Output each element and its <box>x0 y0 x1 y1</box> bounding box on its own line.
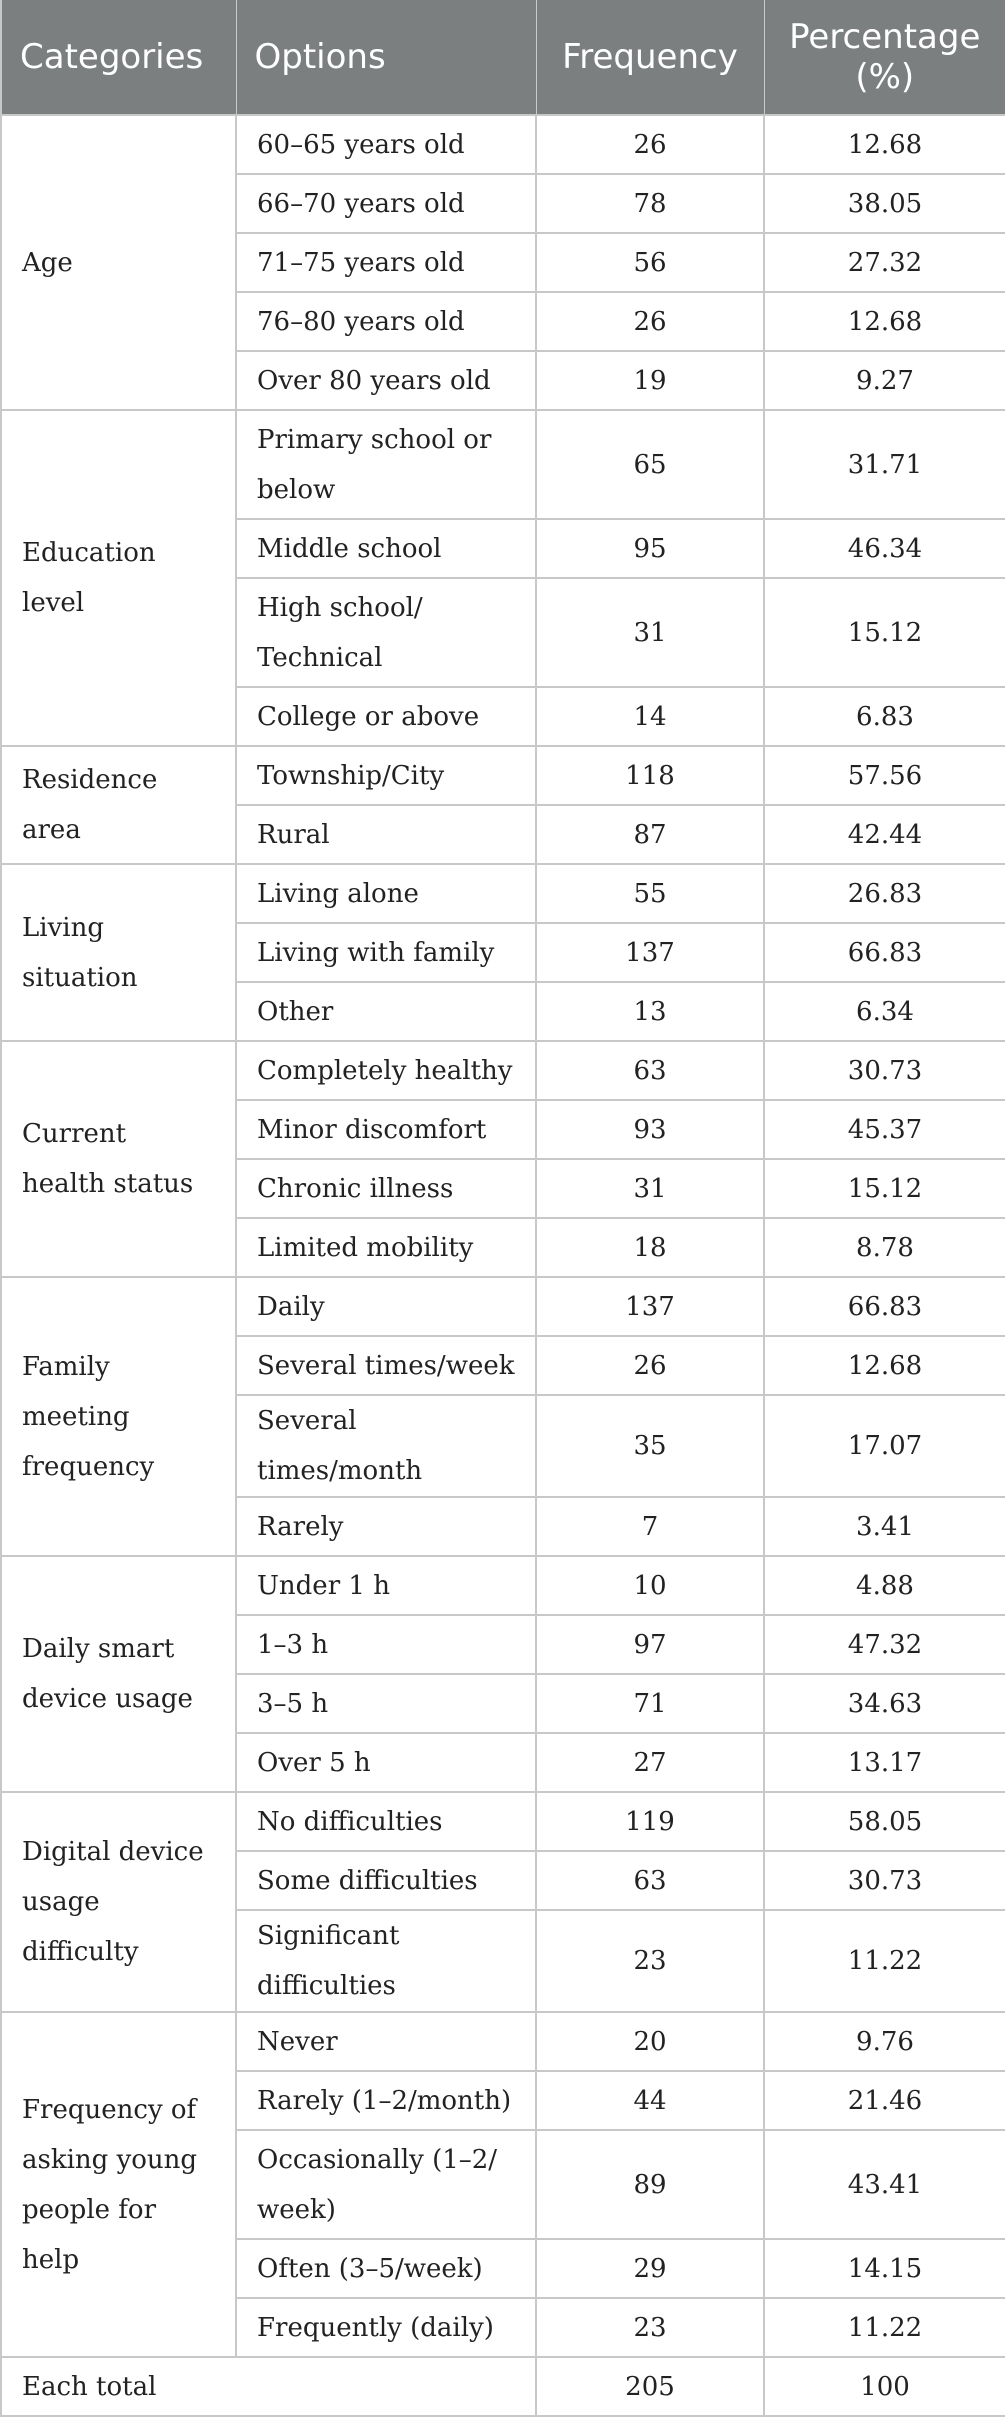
category-cell: Daily smart device usage <box>1 1556 236 1792</box>
option-cell: Chronic illness <box>236 1159 536 1218</box>
option-cell: Several times/week <box>236 1336 536 1395</box>
table-footer <box>1 2357 1005 2416</box>
percentage-cell: 15.12 <box>764 578 1005 687</box>
table-header <box>1 0 1005 115</box>
option-cell: Rarely (1–2/month) <box>236 2071 536 2130</box>
frequency-cell: 35 <box>536 1395 764 1497</box>
option-cell: Minor discomfort <box>236 1100 536 1159</box>
frequency-cell: 18 <box>536 1218 764 1277</box>
frequency-cell: 137 <box>536 923 764 982</box>
percentage-cell: 17.07 <box>764 1395 1005 1497</box>
percentage-cell: 66.83 <box>764 1277 1005 1336</box>
option-cell: Several times/month <box>236 1395 536 1497</box>
percentage-cell: 21.46 <box>764 2071 1005 2130</box>
percentage-cell: 9.76 <box>764 2012 1005 2071</box>
percentage-cell: 47.32 <box>764 1615 1005 1674</box>
frequency-cell: 26 <box>536 1336 764 1395</box>
table-row <box>1 1792 1005 1851</box>
frequency-cell: 31 <box>536 578 764 687</box>
percentage-cell: 6.83 <box>764 687 1005 746</box>
percentage-cell: 46.34 <box>764 519 1005 578</box>
percentage-cell: 3.41 <box>764 1497 1005 1556</box>
frequency-cell: 78 <box>536 174 764 233</box>
frequency-cell: 93 <box>536 1100 764 1159</box>
frequency-cell: 63 <box>536 1041 764 1100</box>
frequency-cell: 26 <box>536 292 764 351</box>
table-row <box>1 2012 1005 2071</box>
option-cell: Living alone <box>236 864 536 923</box>
frequency-cell: 23 <box>536 1910 764 2012</box>
percentage-cell: 12.68 <box>764 292 1005 351</box>
category-cell: Age <box>1 115 236 410</box>
option-cell: 3–5 h <box>236 1674 536 1733</box>
frequency-cell: 71 <box>536 1674 764 1733</box>
option-cell: College or above <box>236 687 536 746</box>
total-label: Each total <box>1 2357 536 2416</box>
table-row <box>1 1277 1005 1336</box>
frequency-cell: 89 <box>536 2130 764 2239</box>
table-body <box>1 115 1005 2357</box>
table-row <box>1 410 1005 519</box>
category-cell: Frequency of asking young people for help <box>1 2012 236 2357</box>
percentage-cell: 9.27 <box>764 351 1005 410</box>
option-cell: Frequently (daily) <box>236 2298 536 2357</box>
header-categories: Categories <box>1 0 236 115</box>
option-cell: 76–80 years old <box>236 292 536 351</box>
frequency-cell: 20 <box>536 2012 764 2071</box>
table-row <box>1 1041 1005 1100</box>
option-cell: Primary school or below <box>236 410 536 519</box>
option-cell: 1–3 h <box>236 1615 536 1674</box>
frequency-cell: 31 <box>536 1159 764 1218</box>
category-cell: Living situation <box>1 864 236 1041</box>
frequency-cell: 137 <box>536 1277 764 1336</box>
frequency-cell: 13 <box>536 982 764 1041</box>
option-cell: Rural <box>236 805 536 864</box>
frequency-cell: 29 <box>536 2239 764 2298</box>
frequency-cell: 95 <box>536 519 764 578</box>
percentage-cell: 26.83 <box>764 864 1005 923</box>
frequency-cell: 26 <box>536 115 764 174</box>
option-cell: Limited mobility <box>236 1218 536 1277</box>
option-cell: Occasionally (1–2/ week) <box>236 2130 536 2239</box>
table-row <box>1 115 1005 174</box>
percentage-cell: 8.78 <box>764 1218 1005 1277</box>
frequency-cell: 27 <box>536 1733 764 1792</box>
option-cell: Significant difficulties <box>236 1910 536 2012</box>
frequency-cell: 14 <box>536 687 764 746</box>
option-cell: Never <box>236 2012 536 2071</box>
header-options: Options <box>236 0 536 115</box>
percentage-cell: 45.37 <box>764 1100 1005 1159</box>
frequency-cell: 55 <box>536 864 764 923</box>
header-frequency: Frequency <box>536 0 764 115</box>
percentage-cell: 4.88 <box>764 1556 1005 1615</box>
total-frequency: 205 <box>536 2357 764 2416</box>
option-cell: Some difficulties <box>236 1851 536 1910</box>
header-percentage: Percentage (%) <box>764 0 1005 115</box>
frequency-cell: 87 <box>536 805 764 864</box>
percentage-cell: 6.34 <box>764 982 1005 1041</box>
percentage-cell: 34.63 <box>764 1674 1005 1733</box>
option-cell: 71–75 years old <box>236 233 536 292</box>
option-cell: Under 1 h <box>236 1556 536 1615</box>
percentage-cell: 12.68 <box>764 1336 1005 1395</box>
frequency-cell: 56 <box>536 233 764 292</box>
percentage-cell: 15.12 <box>764 1159 1005 1218</box>
option-cell: Completely healthy <box>236 1041 536 1100</box>
option-cell: Often (3–5/week) <box>236 2239 536 2298</box>
category-cell: Digital device usage difficulty <box>1 1792 236 2012</box>
percentage-cell: 57.56 <box>764 746 1005 805</box>
percentage-cell: 11.22 <box>764 2298 1005 2357</box>
option-cell: Other <box>236 982 536 1041</box>
percentage-cell: 11.22 <box>764 1910 1005 2012</box>
percentage-cell: 27.32 <box>764 233 1005 292</box>
option-cell: No difficulties <box>236 1792 536 1851</box>
frequency-cell: 7 <box>536 1497 764 1556</box>
frequency-cell: 23 <box>536 2298 764 2357</box>
frequency-cell: 118 <box>536 746 764 805</box>
frequency-cell: 63 <box>536 1851 764 1910</box>
percentage-cell: 30.73 <box>764 1851 1005 1910</box>
category-cell: Residence area <box>1 746 236 864</box>
percentage-cell: 31.71 <box>764 410 1005 519</box>
header-row <box>1 0 1005 115</box>
percentage-cell: 30.73 <box>764 1041 1005 1100</box>
percentage-cell: 66.83 <box>764 923 1005 982</box>
percentage-cell: 58.05 <box>764 1792 1005 1851</box>
option-cell: 60–65 years old <box>236 115 536 174</box>
frequency-cell: 10 <box>536 1556 764 1615</box>
total-row <box>1 2357 1005 2416</box>
percentage-cell: 43.41 <box>764 2130 1005 2239</box>
table-row <box>1 864 1005 923</box>
option-cell: Daily <box>236 1277 536 1336</box>
category-cell: Education level <box>1 410 236 746</box>
option-cell: 66–70 years old <box>236 174 536 233</box>
frequency-cell: 19 <box>536 351 764 410</box>
frequency-cell: 44 <box>536 2071 764 2130</box>
percentage-cell: 13.17 <box>764 1733 1005 1792</box>
percentage-cell: 14.15 <box>764 2239 1005 2298</box>
percentage-cell: 12.68 <box>764 115 1005 174</box>
option-cell: Over 80 years old <box>236 351 536 410</box>
percentage-cell: 38.05 <box>764 174 1005 233</box>
category-cell: Family meeting frequency <box>1 1277 236 1556</box>
option-cell: Living with family <box>236 923 536 982</box>
option-cell: Middle school <box>236 519 536 578</box>
frequency-cell: 97 <box>536 1615 764 1674</box>
table-row <box>1 1556 1005 1615</box>
percentage-cell: 42.44 <box>764 805 1005 864</box>
frequency-cell: 65 <box>536 410 764 519</box>
total-percentage: 100 <box>764 2357 1005 2416</box>
table-row <box>1 746 1005 805</box>
option-cell: Over 5 h <box>236 1733 536 1792</box>
category-cell: Current health status <box>1 1041 236 1277</box>
option-cell: High school/ Technical <box>236 578 536 687</box>
option-cell: Rarely <box>236 1497 536 1556</box>
frequency-cell: 119 <box>536 1792 764 1851</box>
option-cell: Township/City <box>236 746 536 805</box>
